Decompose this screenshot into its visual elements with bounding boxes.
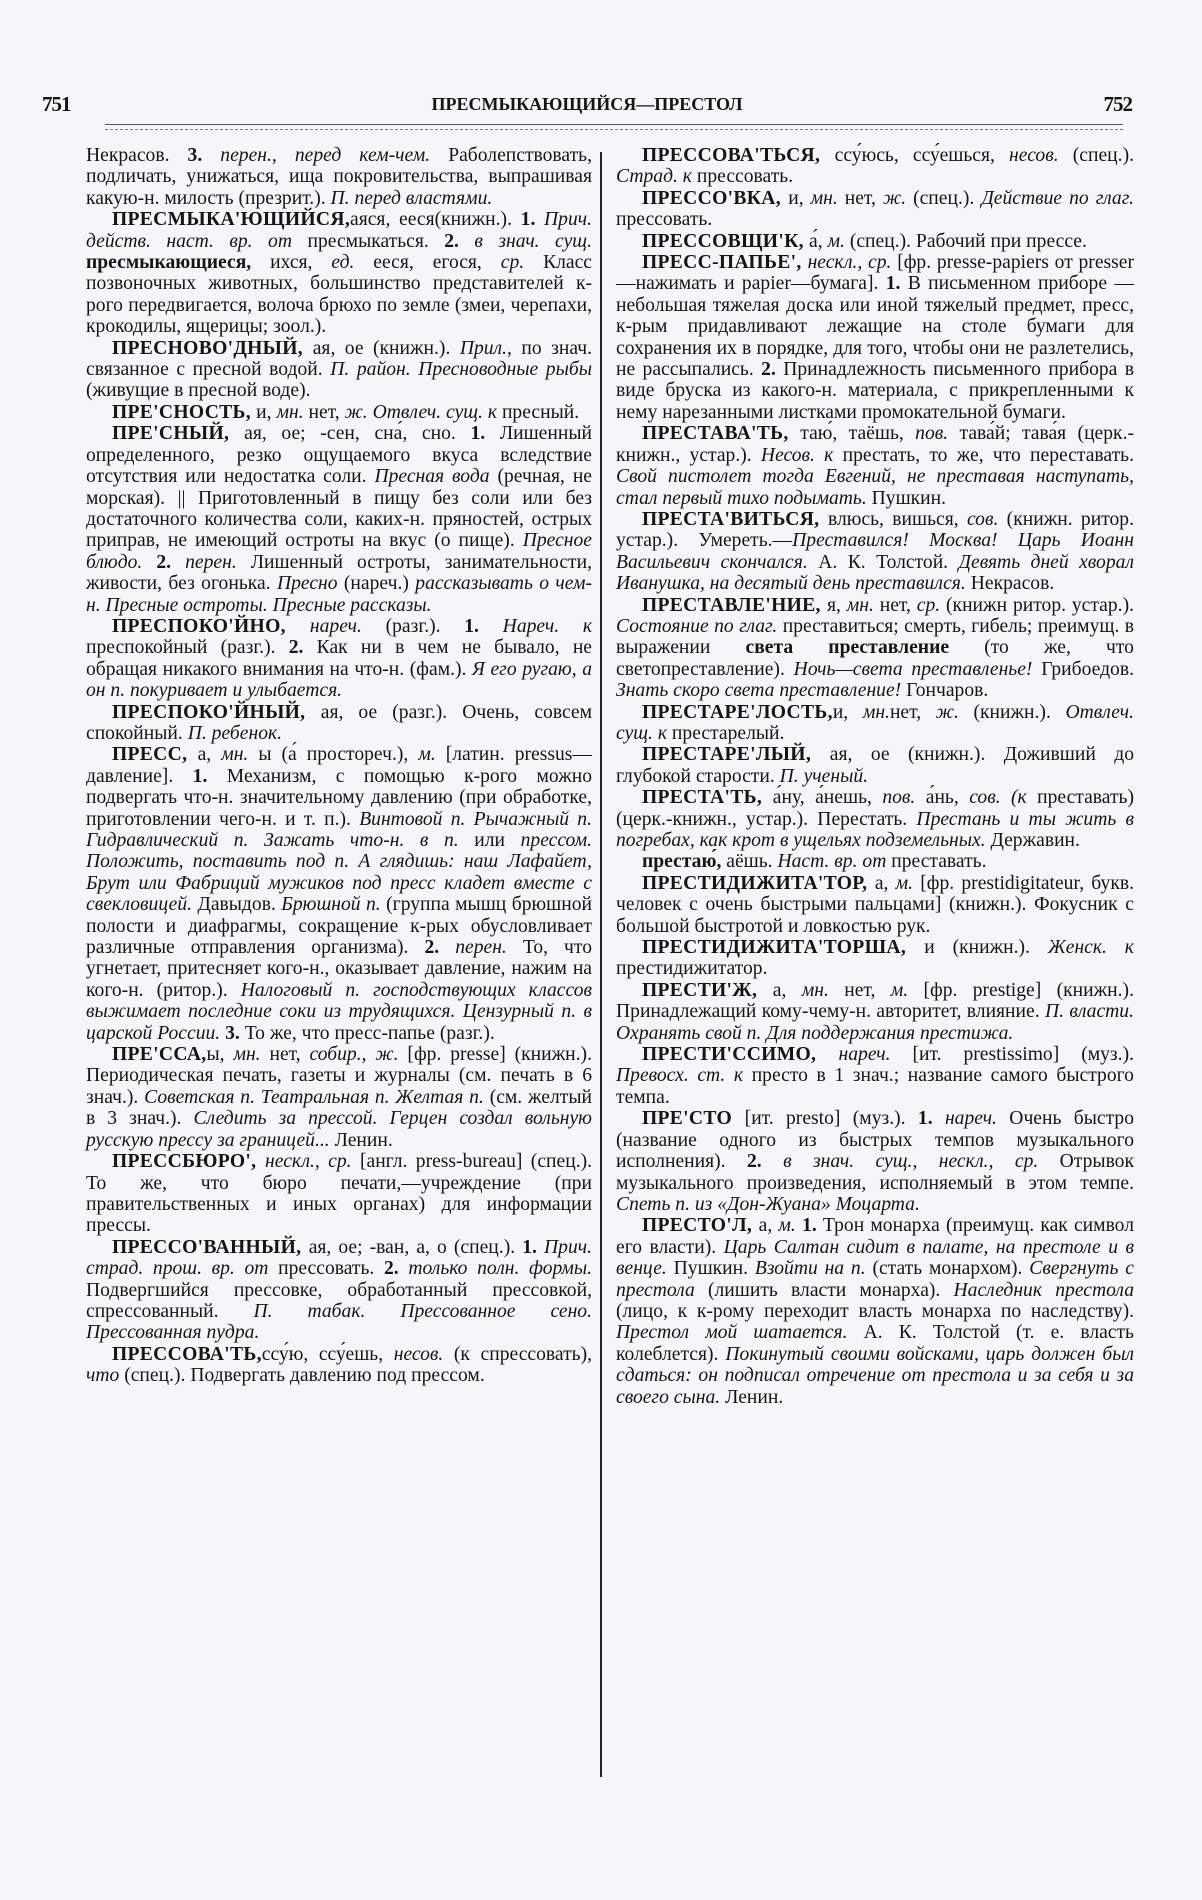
entry-text: А. К. Толстой. bbox=[818, 551, 959, 573]
grammar-label: в знач. сущ. bbox=[474, 230, 592, 252]
grammar-label: Женск. к bbox=[1047, 937, 1134, 959]
entry-text: ееся, егося, bbox=[373, 252, 501, 274]
entry-text: и, bbox=[788, 187, 811, 209]
entry-text: 1. bbox=[464, 615, 503, 637]
entry-text: Механизм, с помощью к-рого можно подвергать что-н. значительному давлению (при обработке, приготовлении чего-н. и т. п.). bbox=[86, 765, 593, 830]
entry-text: 2. bbox=[746, 1151, 784, 1173]
dictionary-entry bbox=[616, 873, 1134, 937]
entry-text: 3. bbox=[187, 145, 221, 166]
grammar-label: Наст. вр. от bbox=[777, 851, 892, 873]
right-page-number: 752 bbox=[1103, 92, 1132, 116]
example: Свой пистолет тогда Евгений, не преставая наступать, стал первый тихо подымать. bbox=[616, 466, 1134, 509]
entry-text: ссу́юсь, ссу́ешься, bbox=[834, 145, 1010, 166]
entry-text: престидижитатор. bbox=[616, 958, 768, 980]
grammar-label: ед. bbox=[331, 252, 374, 274]
headword: ПРЕССОВА'ТЬСЯ, bbox=[642, 145, 835, 166]
entry-text: или bbox=[474, 830, 521, 851]
entry-text: 2. bbox=[156, 551, 186, 573]
entry-text: престарелый. bbox=[671, 722, 785, 744]
entry-text: пресмыкающиеся, bbox=[86, 252, 271, 274]
example: Девять дней хворал Иванушка, на десятый день преставился. bbox=[616, 551, 1134, 595]
dictionary-entry bbox=[86, 744, 592, 1044]
entry-text: 1. bbox=[917, 1108, 945, 1130]
entry-text: (спец.). bbox=[913, 187, 982, 209]
grammar-label: мн. bbox=[846, 594, 880, 616]
entry-text: [ит. presto] (муз.). bbox=[744, 1108, 918, 1130]
example: Пресная вода bbox=[374, 466, 498, 488]
headword: ПРЕ'СНЫЙ, bbox=[112, 423, 245, 445]
grammar-label: Страд. к bbox=[616, 166, 697, 188]
dictionary-entry bbox=[616, 1108, 1134, 1215]
example: Престол мой шатается. bbox=[616, 1322, 864, 1344]
entry-text: нет, bbox=[308, 401, 345, 423]
entry-text: ая, ое (разг.). Очень, совсем спокойный. bbox=[86, 701, 592, 744]
entry-text: Некрасов. bbox=[86, 145, 188, 166]
grammar-label: Состояние по глаг. bbox=[616, 615, 783, 637]
entry-text: 2. bbox=[288, 637, 317, 659]
headword: ПРЕСМЫКА'ЮЩИЙСЯ, bbox=[112, 209, 351, 231]
entry-text: Принадлежность письменного прибора в виде бруска из какого-н. материала, с прикрепленными к нему нарезанными листками промокательной бумаги. bbox=[616, 359, 1134, 423]
entry-text: Класс позвоночных животных, большинство представителей к-рого передвигается, волоча брюхо по земле (змеи, черепахи, крокодилы, ящерицы; зоол.). bbox=[86, 252, 592, 338]
headword: ПРЕСТА'ВИТЬСЯ, bbox=[642, 508, 828, 530]
headword: ПРЕССО'ВАННЫЙ, bbox=[112, 1236, 309, 1258]
dictionary-entry bbox=[616, 744, 1134, 787]
entry-text: нет, bbox=[879, 594, 917, 616]
entry-text: Как ни в чем не бывало, не обращая никакого внимания на что-н. (фам.). bbox=[86, 637, 592, 680]
entry-text: я, bbox=[826, 594, 847, 616]
example: Спеть п. из «Дон-Жуана» Моцарта. bbox=[616, 1193, 920, 1215]
dictionary-entry bbox=[86, 1237, 592, 1344]
entry-text: (группа мышц брюшной полости и диафрагмы, сокращение к-рых обусловливает различные отправления организма). bbox=[86, 894, 592, 959]
example: П. ученый. bbox=[779, 765, 869, 787]
dictionary-entry bbox=[616, 595, 1134, 702]
example: Налоговый п. господствующих классов выжимает последние соки из трудящихся. Цензурный п. в царской России. bbox=[86, 979, 592, 1044]
entry-text: ая, ое; -сен, сна́, сно. bbox=[244, 423, 471, 445]
entry-text: 2. bbox=[761, 359, 784, 381]
dictionary-entry bbox=[86, 702, 592, 745]
grammar-label: мн. bbox=[233, 1044, 270, 1066]
dictionary-entry bbox=[616, 145, 1134, 188]
entry-text: 2. bbox=[444, 230, 475, 252]
example: Наследник престола bbox=[953, 1279, 1134, 1301]
example: Преставился! Москва! Царь Иоанн Васильевич скончался. bbox=[616, 530, 1134, 573]
dictionary-entry bbox=[616, 252, 1134, 423]
entry-text: Ленин. bbox=[334, 1129, 393, 1151]
dictionary-entry bbox=[616, 231, 1134, 252]
headword: ПРЕСС-ПАПЬЕ', bbox=[642, 252, 808, 274]
dictionary-entry bbox=[86, 145, 592, 209]
dictionary-entry bbox=[616, 937, 1134, 980]
entry-text: престать, то же, что переставать. bbox=[842, 444, 1134, 466]
entry-text: [фр. prestige] (книжн.). Принадлежащий кому-чему-н. авторитет, влияние. bbox=[616, 979, 1134, 1023]
entry-text: 2. bbox=[383, 1258, 409, 1280]
dictionary-entry bbox=[616, 188, 1134, 231]
headword: ПРЕСТАРЕ'ЛОСТЬ, bbox=[642, 701, 833, 723]
entry-text: То, что угнетает, притесняет кого-н., оказывает давление, нажим на кого-н. (ритор.). bbox=[86, 937, 593, 1001]
grammar-label: Несов. к bbox=[760, 444, 843, 466]
entry-text: Некрасов. bbox=[970, 573, 1055, 595]
entry-text: Державин. bbox=[990, 830, 1080, 851]
dictionary-entry bbox=[86, 402, 592, 423]
grammar-label: ж. Отвлеч. сущ. к bbox=[344, 401, 502, 423]
entry-text: нет, bbox=[844, 979, 891, 1001]
example: Свергнуть с престола bbox=[616, 1258, 1134, 1301]
headword: ПРЕ'СНОСТЬ, bbox=[112, 401, 257, 423]
example: П. район. Пресноводные рыбы bbox=[330, 359, 592, 381]
grammar-label: перен., перед кем-чем. bbox=[220, 145, 449, 166]
entry-text: а́нь, bbox=[925, 787, 970, 809]
grammar-label: мн. bbox=[221, 744, 259, 766]
entry-text: (см. желтый в 3 знач.). bbox=[86, 1086, 592, 1130]
grammar-label: нареч. bbox=[944, 1108, 1010, 1130]
example: Советская п. Театральная п. Желтая п. bbox=[144, 1086, 490, 1108]
grammar-label: несов. bbox=[1009, 145, 1073, 166]
entry-text: престо в 1 знач.; название самого быстрого темпа. bbox=[616, 1065, 1134, 1108]
entry-text: 2. bbox=[424, 937, 456, 959]
entry-text: прессовать. bbox=[616, 209, 713, 231]
entry-text: тава́й; тава́я (церк.-книжн., устар.). bbox=[616, 423, 1134, 466]
dictionary-entry bbox=[86, 1344, 592, 1387]
dictionary-entry bbox=[86, 1151, 592, 1237]
grammar-label: сов. bbox=[966, 508, 1007, 530]
example: П. власти. Охранять свой п. Для поддержания престижа. bbox=[616, 1001, 1135, 1044]
entry-text: [латин. pressus—давление]. bbox=[86, 744, 592, 787]
entry-text: [фр. presse] (книжн.). Периодическая печать, газеты и журналы (см. печать в 6 знач.). bbox=[86, 1044, 592, 1108]
entry-text: ы, bbox=[206, 1044, 234, 1066]
dictionary-entry bbox=[616, 509, 1134, 595]
entry-text: А. К. Толстой (т. е. власть колеблется). bbox=[616, 1322, 1134, 1365]
headword: ПРЕССОВА'ТЬ, bbox=[112, 1343, 262, 1365]
grammar-label: нескл., ср. bbox=[807, 252, 898, 274]
entry-text: Отрывок музыкального произведения, исполняемый в этом темпе. bbox=[616, 1151, 1135, 1194]
entry-text: нет, bbox=[269, 1044, 310, 1066]
entry-text: Лишенный определенного, резко ощущаемого вкуса вследствие отсутствия или недостатка соли. bbox=[86, 423, 592, 488]
entry-text: (живущие в пресной воде). bbox=[86, 380, 311, 402]
example: Взойти на п. bbox=[754, 1258, 873, 1280]
entry-text: (спец.). Подвергать давлению под прессом. bbox=[124, 1365, 485, 1387]
entry-text: а́, bbox=[809, 230, 828, 252]
headword: ПРЕ'ССА, bbox=[112, 1044, 207, 1066]
dictionary-entry bbox=[616, 851, 1134, 872]
dictionary-entry bbox=[86, 338, 592, 402]
grammar-label: в знач. сущ., нескл., ср. bbox=[783, 1151, 1060, 1173]
example: Следить за прессой. Герцен создал вольную русскую прессу за границей... bbox=[86, 1108, 592, 1151]
grammar-label: нескл., ср. bbox=[265, 1151, 360, 1173]
headword: ПРЕСТА'ТЬ, bbox=[642, 787, 773, 809]
running-head: ПРЕСМЫКАЮЩИЙСЯ—ПРЕСТОЛ bbox=[431, 94, 743, 114]
grammar-label: мн. bbox=[276, 401, 309, 423]
grammar-label: ж. bbox=[882, 187, 914, 209]
entry-text: 1. bbox=[470, 423, 500, 445]
entry-text: [англ. press-bureau] (спец.). То же, что бюро печати,—учреждение (при правительственных и иных органах) для информации прессы. bbox=[86, 1151, 593, 1237]
example: Брюшной п. bbox=[281, 894, 387, 916]
grammar-label: м. bbox=[890, 979, 924, 1001]
entry-text: прессовать. bbox=[278, 1258, 384, 1280]
entry-text: [ит. prestissimo] (муз.). bbox=[912, 1044, 1134, 1066]
dictionary-entry bbox=[616, 980, 1134, 1044]
grammar-label: собир., ж. bbox=[309, 1044, 408, 1066]
entry-text: и (книжн.). bbox=[924, 937, 1048, 959]
entry-text: (то же, что светопреставление). bbox=[616, 637, 1134, 680]
headword: ПРЕСТАВА'ТЬ, bbox=[642, 423, 801, 445]
entry-text: а, bbox=[197, 744, 222, 766]
grammar-label: м. bbox=[895, 872, 921, 894]
grammar-label: Отвлеч. сущ. к bbox=[616, 701, 1134, 744]
entry-text: 1. bbox=[802, 1215, 823, 1237]
headword: ПРЕ'СТО bbox=[642, 1108, 745, 1130]
entry-text: света преставление bbox=[745, 637, 985, 659]
headword: ПРЕСТИДИЖИТА'ТОРША, bbox=[642, 937, 925, 959]
grammar-label: мн. bbox=[801, 979, 845, 1001]
entry-text: Гончаров. bbox=[906, 680, 989, 702]
headword: ПРЕССБЮРО', bbox=[112, 1151, 266, 1173]
grammar-label: пов. bbox=[882, 787, 926, 809]
entry-text: Ленин. bbox=[725, 1386, 784, 1408]
entry-text: (лицо, к к-рому переходит власть монарха по наследству). bbox=[616, 1300, 1134, 1322]
grammar-label: м. bbox=[827, 230, 850, 252]
dictionary-entry bbox=[86, 423, 592, 616]
entry-text: (книжн. ритор. устар.). Умереть.— bbox=[616, 508, 1135, 552]
entry-text: престаю́, bbox=[642, 851, 727, 873]
entry-text: и, bbox=[832, 701, 863, 723]
entry-text: ая, ое (книжн.). bbox=[312, 337, 460, 359]
example: Покинутый своими войсками, царь должен был сдаться: он подписал отречение от престола и за себя и за своего сына. bbox=[616, 1343, 1135, 1408]
entry-text: преставать) (церк.-книжн., устар.). Перестать. bbox=[616, 787, 1134, 830]
grammar-label: м. bbox=[778, 1215, 803, 1237]
entry-text: Трон монарха (преимущ. как символ его власти). bbox=[616, 1215, 1135, 1258]
entry-text: по знач. связанное с пресной водой. bbox=[86, 337, 592, 381]
entry-text: нет, bbox=[844, 187, 883, 209]
headword: ПРЕСТИ'ССИМО, bbox=[642, 1044, 839, 1066]
grammar-label: м. bbox=[418, 744, 446, 766]
headword: ПРЕСТИ'Ж, bbox=[642, 979, 773, 1001]
entry-text: нет, bbox=[889, 701, 936, 723]
dictionary-entry bbox=[616, 787, 1134, 851]
example: Знать скоро света преставление! bbox=[616, 680, 907, 702]
example: Ночь—света преставленье! bbox=[793, 658, 1042, 680]
grammar-label: пов. bbox=[915, 423, 960, 445]
headword: ПРЕСТИДИЖИТА'ТОР, bbox=[642, 872, 875, 894]
header-rule bbox=[105, 124, 1123, 130]
entry-text: (стать монархом). bbox=[872, 1258, 1030, 1280]
entry-text: (речная, не морская). || Приготовленный в пищу без соли или без достаточного количества соли, каких-н. пряностей, острых приправ, не имеющий остроты на вкус (о пище). bbox=[86, 466, 593, 552]
entry-text: (спец.). bbox=[1072, 145, 1134, 166]
grammar-label: Нареч. к bbox=[502, 615, 592, 637]
entry-text: ы (а́ простореч.), bbox=[258, 744, 419, 766]
headword: ПРЕСПОКО'ЙНЫЙ, bbox=[112, 701, 321, 723]
entry-text: Пушкин. bbox=[871, 487, 947, 509]
entry-text: 1. bbox=[520, 209, 544, 231]
entry-text: таю́, таёшь, bbox=[800, 423, 916, 445]
dictionary-entry bbox=[616, 702, 1134, 745]
grammar-label: мн. bbox=[810, 187, 845, 209]
dictionary-entry bbox=[86, 616, 592, 702]
entry-text: Пушкин. bbox=[673, 1258, 755, 1280]
grammar-label: Прил., bbox=[459, 337, 522, 359]
entry-text: влюсь, вишься, bbox=[827, 508, 967, 530]
entry-text: То же, что пресс-папье (разг.). bbox=[244, 1022, 495, 1044]
entry-text: (лишить власти монарха). bbox=[707, 1279, 954, 1301]
entry-text: а, bbox=[874, 872, 896, 894]
headword: ПРЕССО'ВКА, bbox=[642, 187, 789, 209]
example: П. перед властями. bbox=[330, 187, 493, 209]
left-page-number: 751 bbox=[42, 92, 71, 116]
example: прессом. Положить, поставить под п. А глядишь: наш Лафайет, Брут или Фабриций мужиков под пресс кладет вместе с свекловицей. bbox=[86, 830, 592, 916]
page-header bbox=[42, 92, 1132, 122]
example: Пресно bbox=[276, 573, 344, 595]
example: Престань и ты жить в погребах, как крот в ущельях подземельных. bbox=[616, 808, 1134, 851]
entry-text: 1. bbox=[522, 1236, 544, 1258]
entry-text: (разг.). bbox=[385, 615, 465, 637]
dictionary-entry bbox=[616, 1215, 1134, 1408]
headword: ПРЕССОВЩИ'К, bbox=[642, 230, 809, 252]
entry-text: [фр. prestidigitateur, букв. человек с очень быстрыми пальцами] (книжн.). Фокусник с большой быстротой и ловкостью рук. bbox=[616, 872, 1134, 937]
right-column bbox=[616, 145, 1134, 1408]
example: рассказывать о чем-н. Пресные остроты. Пресные рассказы. bbox=[86, 573, 592, 616]
entry-text: преставать. bbox=[891, 851, 987, 873]
example: Пресное блюдо. bbox=[86, 530, 592, 573]
entry-text: аяся, ееся(книжн.). bbox=[350, 209, 521, 231]
grammar-label: перен. bbox=[185, 551, 251, 573]
entry-text: (книжн.). bbox=[973, 701, 1066, 723]
dictionary-entry bbox=[616, 1044, 1134, 1108]
grammar-label: Прич. действ. наст. вр. от bbox=[86, 209, 592, 252]
entry-text: Грибоедов. bbox=[1041, 658, 1134, 680]
entry-text: Очень быстро (название одного из быстрых темпов музыкального исполнения). bbox=[616, 1108, 1134, 1173]
entry-text: Давыдов. bbox=[197, 894, 282, 916]
entry-text: аёшь. bbox=[726, 851, 778, 873]
entry-text: а, bbox=[772, 979, 802, 1001]
headword: ПРЕСТАРЕ'ЛЫЙ, bbox=[642, 744, 830, 766]
left-column bbox=[86, 145, 592, 1387]
headword: ПРЕСТО'Л, bbox=[642, 1215, 759, 1237]
entry-text: ссу́ю, ссу́ешь, bbox=[261, 1343, 394, 1365]
grammar-label: Превосх. ст. к bbox=[616, 1065, 752, 1087]
example: П. табак. Прессованное сено. Прессованная пудра. bbox=[86, 1300, 592, 1344]
entry-text: В письменном приборе — небольшая тяжелая доска или иной тяжелый предмет, пресс, к-рым придавливают лежащие на столе бумаги для сохранения их в порядке, для того, чтобы они не разлетелись, не рассыпались. bbox=[616, 273, 1134, 381]
entry-text: а́ну, а́нешь, bbox=[772, 787, 883, 809]
entry-text: 1. bbox=[192, 765, 227, 787]
grammar-label: ср. bbox=[916, 594, 947, 616]
entry-text: а, bbox=[758, 1215, 779, 1237]
grammar-label: мн. bbox=[862, 701, 890, 723]
grammar-label: Прич. страд. прош. вр. от bbox=[86, 1236, 592, 1280]
column-divider bbox=[600, 152, 602, 1777]
example: Царь Салтан сидит в палате, на престоле и в венце. bbox=[616, 1236, 1134, 1280]
example: П. ребенок. bbox=[187, 722, 283, 744]
entry-text: (к спрессовать), bbox=[453, 1343, 593, 1365]
entry-text: ая, ое (книжн.). Доживший до глубокой старости. bbox=[616, 744, 1135, 787]
entry-text: 1. bbox=[885, 273, 908, 295]
example: Я его ругаю, а он п. покуривает и улыбается. bbox=[86, 658, 592, 702]
entry-text: 3. bbox=[225, 1022, 245, 1044]
headword: ПРЕСТАВЛЕ'НИЕ, bbox=[642, 594, 827, 616]
entry-text: Подвергшийся прессовке, обработанный прессовкой, спрессованный. bbox=[86, 1279, 592, 1322]
example: Винтовой п. Рычажный п. Гидравлический п. Зажать что-н. в п. bbox=[86, 808, 592, 851]
entry-text: ая, ое; -ван, а, о (спец.). bbox=[308, 1236, 523, 1258]
entry-text: пресный. bbox=[501, 401, 580, 423]
entry-text: ихся, bbox=[270, 252, 332, 274]
entry-text: [фр. presse-papiers от presser—нажимать и papier—бумага]. bbox=[616, 252, 1134, 295]
grammar-label: несов. bbox=[393, 1343, 454, 1365]
dictionary-entry bbox=[86, 209, 592, 337]
entry-text: (книжн ритор. устар.). bbox=[946, 594, 1134, 616]
grammar-label: сов. (к bbox=[969, 787, 1038, 809]
grammar-label: нареч. bbox=[309, 615, 386, 637]
entry-text: преспокойный (разг.). bbox=[86, 637, 289, 659]
headword: ПРЕСПОКО'ЙНО, bbox=[112, 615, 310, 637]
entry-text: (спец.). Рабочий при прессе. bbox=[849, 230, 1087, 252]
entry-text: Раболепствовать, подличать, унижаться, ища покровительства, выпрашивая какую-н. милость (презрит.). bbox=[86, 145, 593, 209]
grammar-label: перен. bbox=[455, 937, 523, 959]
entry-text: пресмыкаться. bbox=[307, 230, 445, 252]
entry-text: Лишенный остроты, занимательности, живости, без огонька. bbox=[86, 551, 592, 595]
headword: ПРЕСС, bbox=[112, 744, 198, 766]
grammar-label: ж. bbox=[935, 701, 974, 723]
entry-text: (нареч.) bbox=[343, 573, 416, 595]
entry-text: прессовать. bbox=[696, 166, 794, 188]
grammar-label: только полн. формы. bbox=[408, 1258, 592, 1280]
grammar-label: Действие по глаг. bbox=[981, 187, 1134, 209]
headword: ПРЕСНОВО'ДНЫЙ, bbox=[112, 337, 313, 359]
dictionary-entry bbox=[616, 423, 1134, 509]
entry-text: преставиться; смерть, гибель; преимущ. в выражении bbox=[616, 615, 1134, 659]
grammar-label: ср. bbox=[500, 252, 544, 274]
entry-text: и, bbox=[256, 401, 277, 423]
grammar-label: что bbox=[86, 1365, 125, 1387]
grammar-label: нареч. bbox=[838, 1044, 913, 1066]
dictionary-entry bbox=[86, 1044, 592, 1151]
